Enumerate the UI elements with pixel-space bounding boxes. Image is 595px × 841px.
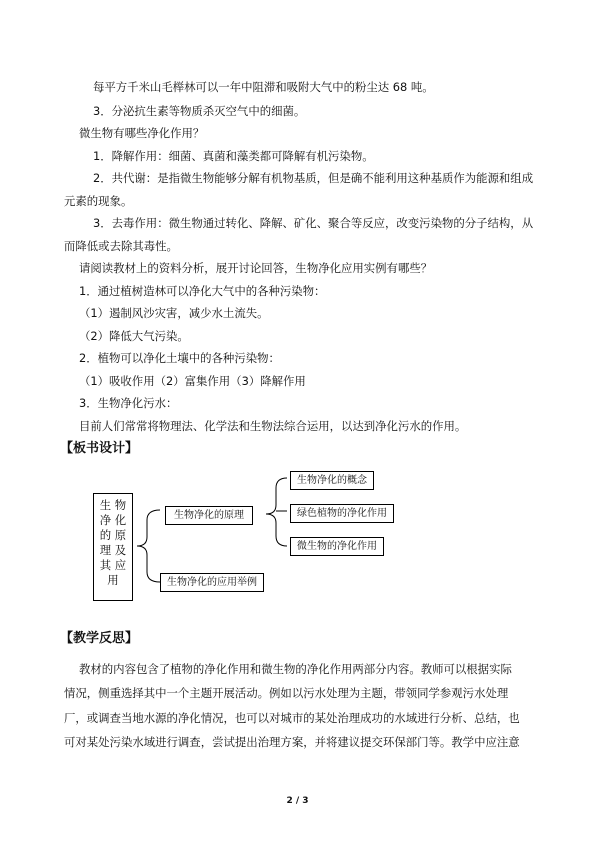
text-line: （2）降低大气污染。 (79, 329, 189, 343)
text-line: 3．去毒作用：微生物通过转化、降解、矿化、聚合等反应，改变污染物的分子结构，从 (93, 216, 534, 230)
text-line: 2．共代谢：是指微生物能够分解有机物基质，但是确不能利用这种基质作为能源和组成 (93, 171, 534, 185)
reflection-line: 情况，侧重选择其中一个主题开展活动。例如以污水处理为主题，带领同学参观污水处理 (64, 686, 509, 700)
diagram-application-box: 生物净化的应用举例 (160, 573, 264, 592)
diagram-title-box (93, 493, 133, 601)
diagram-title-line: 其 应 (99, 558, 127, 572)
text-line: 1．通过植树造林可以净化大气中的各种污染物： (79, 284, 326, 298)
diagram-green-plants-box: 绿色植物的净化作用 (290, 504, 394, 523)
section-heading-board-design: 【板书设计】 (60, 441, 139, 456)
text-line: 元素的现象。 (64, 194, 133, 208)
diagram-principle-box: 生物净化的原理 (165, 506, 253, 525)
text-line: 而降低或去除其毒性。 (64, 239, 178, 253)
text-line: 目前人们常常将物理法、化学法和生物法综合运用，以达到净化污水的作用。 (79, 419, 467, 433)
diagram-title-line: 用 (107, 573, 119, 587)
diagram-microbes-box: 微生物的净化作用 (290, 537, 384, 556)
text-line: 2．植物可以净化土壤中的各种污染物： (79, 351, 280, 365)
reflection-line: 可对某处污染水域进行调查，尝试提出治理方案，并将建议提交环保部门等。教学中应注意 (64, 735, 520, 749)
reflection-line: 厂，或调查当地水源的净化情况，也可以对城市的某处治理成功的水域进行分析、总结，也 (64, 711, 520, 725)
text-line: 每平方千米山毛榉林可以一年中阻滞和吸附大气中的粉尘达 68 吨。 (93, 80, 434, 94)
diagram-title-line: 净 化 (99, 513, 127, 527)
page-number: 2 / 3 (286, 796, 309, 806)
diagram-title-line: 理 及 (99, 543, 127, 557)
diagram-concept-box: 生物净化的概念 (290, 471, 374, 490)
reflection-line: 教材的内容包含了植物的净化作用和微生物的净化作用两部分内容。教师可以根据实际 (79, 662, 512, 676)
text-line: 微生物有哪些净化作用？ (79, 126, 205, 140)
text-line: 请阅读教材上的资料分析，展开讨论回答，生物净化应用实例有哪些？ (79, 261, 433, 275)
text-line: 1．降解作用：细菌、真菌和藻类都可降解有机污染物。 (93, 149, 374, 163)
text-line: （1）遏制风沙灾害，减少水土流失。 (79, 306, 269, 320)
text-line: （1）吸收作用（2）富集作用（3）降解作用 (79, 374, 306, 388)
diagram-title-line: 的 原 (99, 528, 127, 542)
section-heading-reflection: 【教学反思】 (60, 631, 139, 646)
text-line: 3．生物净化污水： (79, 396, 178, 410)
diagram-title-line: 生 物 (99, 498, 127, 512)
text-line: 3．分泌抗生素等物质杀灭空气中的细菌。 (93, 104, 306, 118)
